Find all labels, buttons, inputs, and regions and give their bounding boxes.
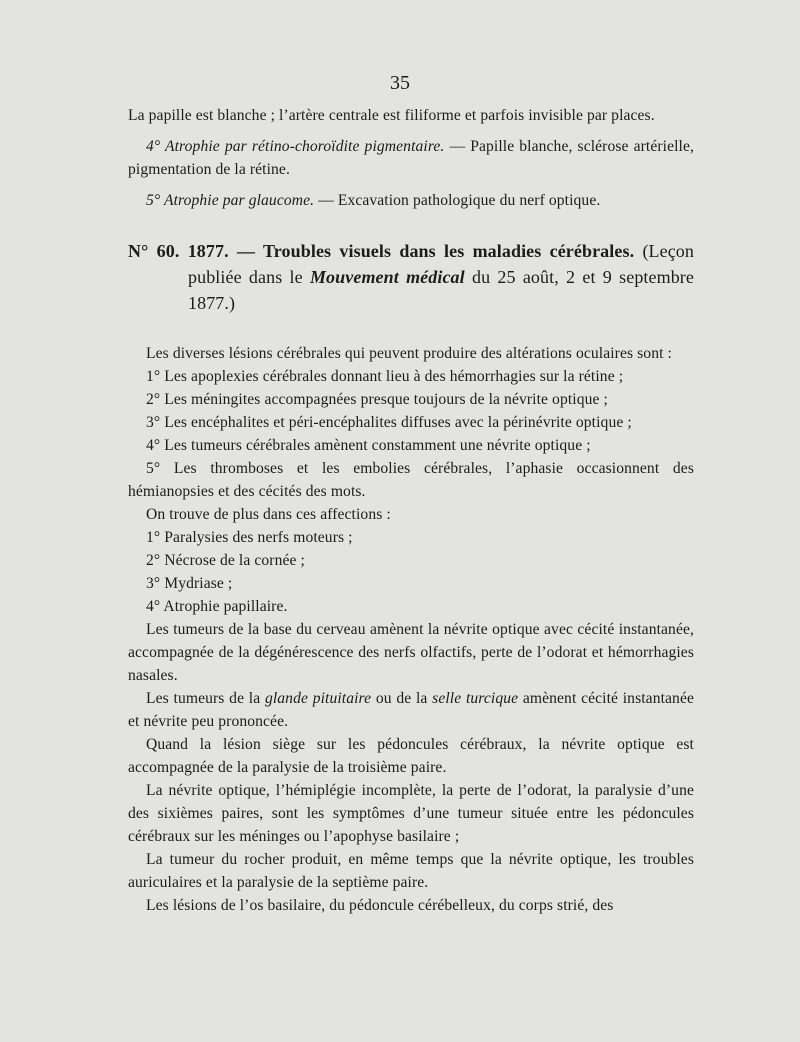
section-heading: [128, 238, 694, 316]
lesion-item-4: 4° Les tumeurs cérébrales amènent constamment une névrite optique ;: [146, 437, 591, 454]
paragraph-also: On trouve de plus dans ces affections :: [146, 506, 391, 523]
heading-rest-b: du 25 août, 2 et 9 septembre 1877.): [188, 267, 694, 313]
atrophie-retino-label: 4° Atrophie par rétino-choroïdite pigmentaire.: [146, 138, 445, 155]
heading-rest-a: (Leçon publiée dans le: [188, 241, 695, 287]
atrophie-glaucome-text: — Excavation pathologique du nerf optique.: [314, 192, 601, 209]
paragraph-papille: La papille est blanche ; l’artère centrale est filiforme et parfois invisible par places.: [128, 107, 655, 124]
lesion-item-2: 2° Les méningites accompagnées presque toujours de la névrite optique ;: [146, 391, 608, 408]
paragraph-os-basilaire: Les lésions de l’os basilaire, du pédoncule cérébelleux, du corps strié, des: [146, 897, 614, 914]
symptom-item-3: 3° Mydriase ;: [146, 575, 233, 592]
atrophie-glaucome-label: 5° Atrophie par glaucome.: [146, 192, 315, 209]
glande-text-a: Les tumeurs de la: [146, 690, 265, 707]
glande-pituitaire-term: glande pituitaire: [264, 690, 372, 707]
paragraph-intro: Les diverses lésions cérébrales qui peuvent produire des altérations oculaires sont :: [146, 345, 672, 362]
paragraph-atrophie-glaucome: [128, 189, 694, 212]
symptom-item-4: 4° Atrophie papillaire.: [146, 598, 288, 615]
glande-text-b: ou de la: [371, 690, 433, 707]
selle-turcique-term: selle turcique: [432, 690, 519, 707]
paragraph-pedoncules: Quand la lésion siège sur les pédoncules cérébraux, la névrite optique est accompagnée de la paralysie de la troisième paire.: [128, 736, 694, 776]
lesion-item-3: 3° Les encéphalites et péri-encéphalites diffuses avec la périnévrite optique ;: [146, 414, 632, 431]
page-content: [128, 104, 694, 917]
symptom-item-1: 1° Paralysies des nerfs moteurs ;: [146, 529, 353, 546]
paragraph-tumeur-rocher: La tumeur du rocher produit, en même temps que la névrite optique, les troubles auriculaires et la paralysie de la septième paire.: [128, 851, 694, 891]
lesion-item-5: 5° Les thromboses et les embolies cérébrales, l’aphasie occasionnent des hémianopsies et des cécités des mots.: [128, 460, 694, 500]
glande-text-c: amènent cécité instantanée et névrite peu prononcée.: [128, 690, 694, 730]
paragraph-tumeurs-base: Les tumeurs de la base du cerveau amènent la névrite optique avec cécité instantanée, accompagnée de la dégénérescence des nerfs olfactifs, perte de l’odorat et hémorrhagies nasales.: [128, 621, 694, 684]
heading-journal: Mouvement médical: [309, 267, 465, 287]
heading-title: Troubles visuels dans les maladies cérébrales.: [255, 241, 635, 261]
paragraph-nevrite-optique: La névrite optique, l’hémiplégie incomplète, la perte de l’odorat, la paralysie d’une des sixièmes paires, sont les symptômes d’une tumeur située entre les pédoncules cérébraux sur les méninges ou l’apophyse basilaire ;: [128, 782, 694, 845]
symptom-item-2: 2° Nécrose de la cornée ;: [146, 552, 305, 569]
lesion-item-1: 1° Les apoplexies cérébrales donnant lieu à des hémorrhagies sur la rétine ;: [146, 368, 624, 385]
paragraph-atrophie-retino: [128, 135, 694, 181]
page-number: 35: [390, 72, 410, 94]
atrophie-retino-text: — Papille blanche, sclérose artérielle, pigmentation de la rétine.: [128, 138, 694, 178]
heading-number: N° 60. 1877. —: [128, 241, 256, 261]
paragraph-glande-pituitaire: [128, 687, 694, 733]
